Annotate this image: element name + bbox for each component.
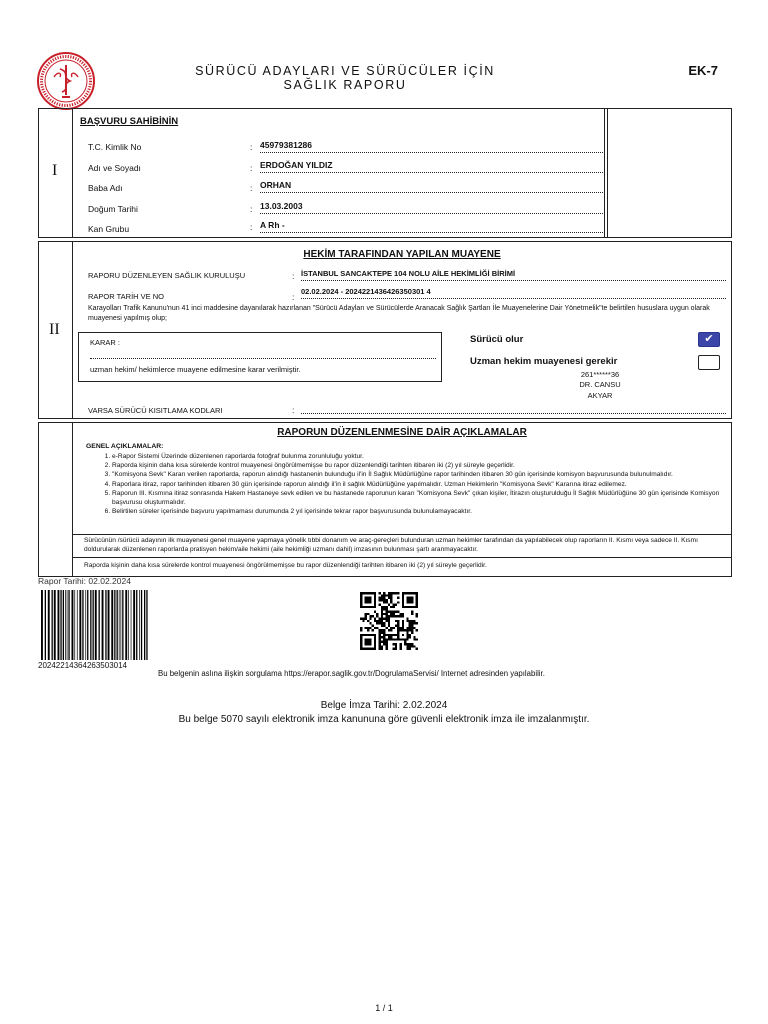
esign-text: Bu belge 5070 sayılı elektronik imza kanununa göre güvenli elektronik imza ile imzalanmıştır. (178, 714, 590, 725)
page-number: 1 / 1 (375, 1003, 393, 1013)
section-3-heading: RAPORUN DÜZENLENMESİNE DAİR AÇIKLAMALAR (277, 427, 527, 438)
rule-item: 4. Raporlara itiraz, rapor tarihinden itibaren 30 gün içerisinde raporun alındığı il'in il sağlık Müdürlüğüne yapılmalıdır. Uzman Hekimlerin "Komisyona Sevk" Kararına itiraz edilemez. (112, 480, 724, 489)
section-2-roman: II (49, 321, 60, 338)
father-label: Baba Adı (88, 183, 123, 193)
institution-label: RAPORU DÜZENLEYEN SAĞLIK KURULUŞU (88, 271, 246, 280)
rule-item: 6. Belirtilen süreler içerisinde başvuru yapılmaması durumunda 2 yıl içerisinde tekrar rapor başvurusunda bulunulamayacaktır. (112, 507, 724, 516)
rule-item: 3. "Komisyona Sevk" Kararı verilen raporlarda, raporun alındığı hastanenin bulunduğu il'in İl Sağlık Müdürlüğüne rapor tarihinden itibaren 30 gün içerisinde komisyon başvurusunda bulunulmalıdır. (112, 470, 724, 479)
tc-value: 45979381286 (260, 140, 603, 153)
section-2-heading: HEKİM TARAFINDAN YAPILAN MUAYENE (303, 249, 501, 260)
ministry-of-health-logo (36, 51, 96, 111)
rule-item: 1. e-Rapor Sistemi Üzerinde düzenlenen raporlarda fotoğraf bulunma zorunluluğu yoktur. (112, 452, 724, 461)
report-date: Rapor Tarihi: 02.02.2024 (38, 576, 131, 586)
colon: : (292, 405, 295, 415)
restriction-label: VARSA SÜRÜCÜ KISITLAMA KODLARI (88, 406, 223, 415)
colon: : (292, 271, 295, 281)
institution-value: İSTANBUL SANCAKTEPE 104 NOLU AİLE HEKİMLİĞİ BİRİMİ (301, 269, 726, 281)
decision-label: KARAR : (90, 338, 121, 347)
report-label: RAPOR TARİH VE NO (88, 292, 164, 301)
signature-date: Belge İmza Tarihi: 2.02.2024 (320, 700, 448, 711)
birth-value: 13.03.2003 (260, 201, 603, 214)
doctor-name-1: DR. CANSU (579, 380, 621, 389)
photo-box (607, 108, 732, 238)
colon: : (250, 204, 253, 214)
name-label: Adı ve Soyadı (88, 163, 141, 173)
section-1-roman: I (52, 162, 58, 179)
driver-checkbox[interactable]: ✔ (698, 332, 720, 347)
qr-code (360, 592, 418, 650)
colon: : (250, 163, 253, 173)
section-1-heading: BAŞVURU SAHİBİNİN (80, 116, 179, 127)
specialist-checkbox[interactable] (698, 355, 720, 370)
regulation-intro: Karayolları Trafik Kanunu'nun 41 inci maddesine dayanılarak hazırlanan "Sürücü Adayları ve Sürücülerde Aranacak Sağlık Şartları İle Muayenelerine Dair Yönetmelik"te belirtilen hususlara uygun olarak muayenesi yapılmış olup; (88, 305, 710, 322)
doctor-id: 261******36 (580, 370, 620, 379)
barcode (40, 590, 150, 660)
document-title (170, 64, 520, 92)
option-driver-label: Sürücü olur (470, 334, 524, 345)
report-value: 02.02.2024 - 2024221436426350301 4 (301, 287, 726, 299)
colon: : (250, 142, 253, 152)
tc-label: T.C. Kimlik No (88, 142, 142, 152)
colon: : (292, 292, 295, 302)
decision-note: uzman hekim/ hekimlerce muayene edilmesine karar verilmiştir. (90, 365, 301, 374)
restriction-value-line (301, 413, 726, 414)
title-line-1: SÜRÜCÜ ADAYLARI VE SÜRÜCÜLER İÇİN (195, 64, 495, 78)
birth-label: Doğum Tarihi (88, 204, 138, 214)
general-title: GENEL AÇIKLAMALAR: (86, 443, 164, 450)
verify-text: Bu belgenin aslına ilişkin sorgulama https://erapor.saglik.gov.tr/DogrulamaServisi/ Internet adresinden yapılabilir. (158, 669, 545, 678)
rules-list (82, 452, 724, 516)
colon: : (250, 222, 253, 232)
rule-item: 2. Raporda kişinin daha kısa sürelerde kontrol muayenesi öngörülmemişse bu rapor düzenlendiği tarihten itibaren iki (2) yıl süreyle geçerlidir. (112, 461, 724, 470)
doctor-name-2: AKYAR (587, 391, 613, 400)
section-1-inner (72, 108, 605, 238)
blood-label: Kan Grubu (88, 224, 130, 234)
decision-box (78, 332, 442, 382)
title-line-2: SAĞLIK RAPORU (283, 78, 407, 92)
colon: : (250, 183, 253, 193)
blood-value: A Rh - (260, 220, 603, 233)
decision-line (90, 358, 436, 359)
form-code: EK-7 (688, 63, 718, 78)
section-2-divider (72, 241, 73, 419)
option-specialist-label: Uzman hekim muayenesi gerekir (470, 356, 618, 367)
name-value: ERDOĞAN YILDIZ (260, 160, 603, 173)
section-3-divider (72, 422, 73, 534)
barcode-number: 20242214364263503014 (38, 661, 127, 670)
father-value: ORHAN (260, 180, 603, 193)
note-2: Raporda kişinin daha kısa sürelerde kontrol muayenesi öngörülmemişse bu rapor düzenlendiği tarihten itibaren iki (2) yıl süreyle geçerlidir. (84, 562, 487, 569)
rule-item: 5. Raporun III. Kısmına itiraz sonrasında Hakem Hastaneye sevk edilen ve bu hastanede raporunun kararı "Komisyona Sevk" çıkan kişiler, İtirazın oluşturulduğu İl Sağlık Müdürlüğüne 30 gün içerisinde Komisyon başvurusu oluşturmalıdır. (112, 489, 724, 507)
note-1: Sürücünün /sürücü adayının ilk muayenesi genel muayene yapmaya yönelik tıbbi donanım ve araç-gereçleri bulunduran uzman hekimler tarafından da yapılabilecek olup raporların II. Kısmı veya sadece II. Kısmı doldurularak düzenlenen raporlarda pratisyen hekim/aile hekimi (aile hekimliği uzmanı dahil) imzasının bulunması şartı aranmayacaktır. (84, 537, 698, 554)
